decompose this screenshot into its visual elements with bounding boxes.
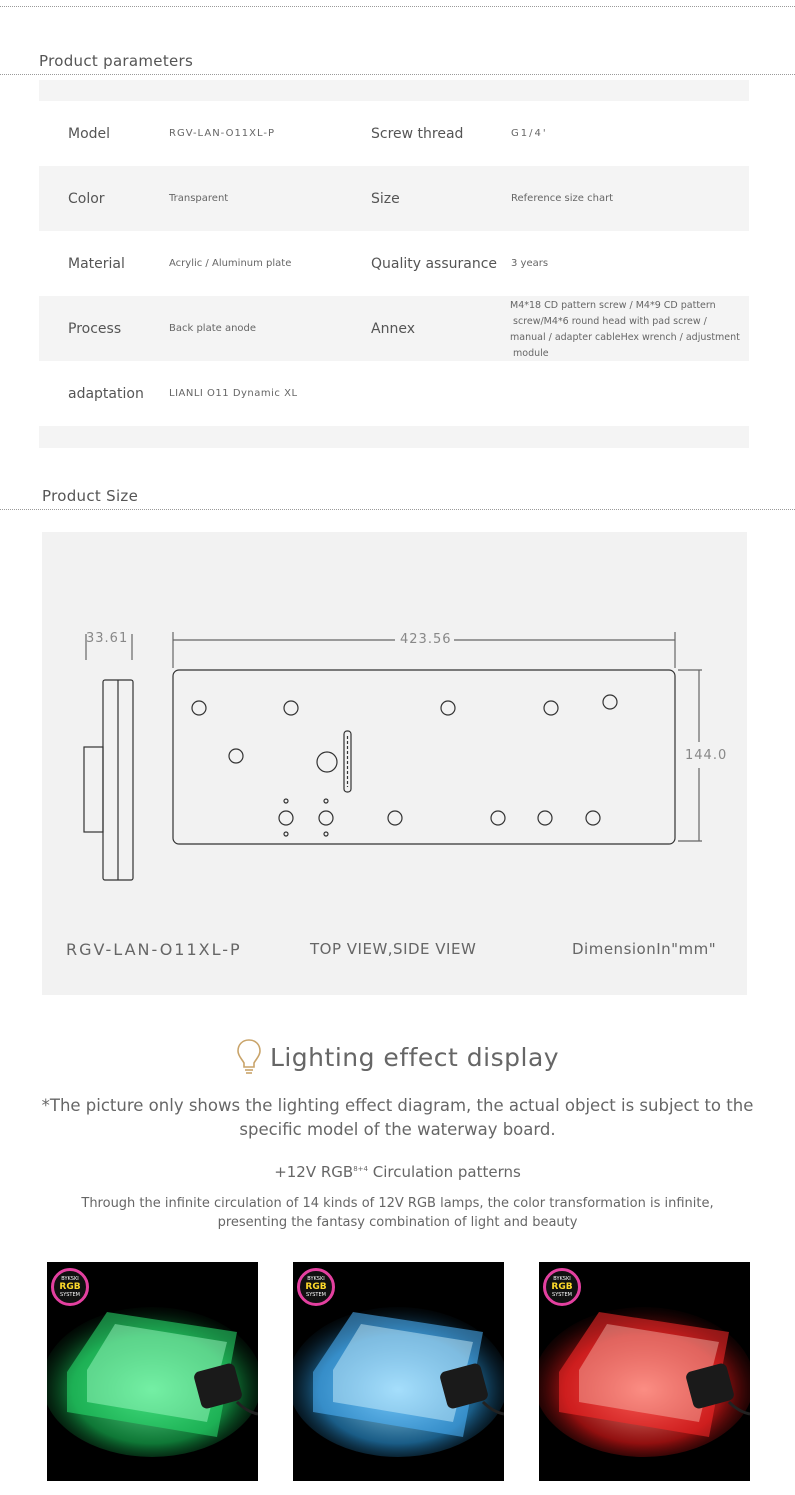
annex-line: manual / adapter cableHex wrench / adjustment (510, 331, 740, 343)
qa-value: 3 years (511, 258, 549, 269)
length-label: 423.56 (400, 632, 452, 647)
badge-brand: BYKSKI (307, 1276, 325, 1282)
adaptation-label: adaptation (68, 385, 144, 402)
param-row-adaptation (39, 361, 749, 426)
badge-rgb: RGB (59, 1282, 81, 1292)
adaptation-value: LIANLI O11 Dynamic XL (169, 388, 298, 399)
param-row-process (39, 296, 749, 361)
drawing-model-caption: RGV-LAN-O11XL-P (66, 940, 242, 959)
rgb-system-badge (51, 1268, 89, 1306)
param-row-material (39, 231, 749, 296)
process-label: Process (68, 320, 122, 337)
table-top-band (39, 80, 749, 101)
size-divider (0, 509, 795, 510)
lightbulb-icon (236, 1038, 262, 1076)
subtitle-prefix: +12V RGB (274, 1163, 354, 1181)
lighting-title-text: Lighting effect display (269, 1042, 560, 1072)
dimension-drawing (42, 532, 747, 995)
drawing-dimension-caption: DimensionIn"mm" (572, 940, 717, 958)
size-section-title: Product Size (42, 487, 139, 505)
drawing-view-caption: TOP VIEW,SIDE VIEW (310, 940, 477, 958)
badge-rgb: RGB (305, 1282, 327, 1292)
badge-brand: BYKSKI (61, 1276, 79, 1282)
lighting-note: *The picture only shows the lighting effect diagram, the actual object is subject to the specific model of the waterway board. (41, 1096, 754, 1139)
lighting-title (0, 1038, 795, 1076)
param-row-model (39, 101, 749, 166)
params-section-title: Product parameters (39, 52, 194, 70)
material-label: Material (68, 255, 125, 272)
model-label: Model (68, 125, 111, 142)
annex-line: module (513, 347, 549, 359)
annex-line: M4*18 CD pattern screw / M4*9 CD pattern (510, 299, 716, 311)
thread-label: Screw thread (371, 125, 464, 142)
badge-rgb: RGB (551, 1282, 573, 1292)
technical-drawing (42, 532, 747, 995)
color-value: Transparent (169, 193, 229, 204)
size-label: Size (371, 190, 400, 207)
material-value: Acrylic / Aluminum plate (169, 258, 292, 269)
process-value: Back plate anode (169, 323, 257, 334)
lighting-subtitle (0, 1163, 795, 1181)
badge-system: SYSTEM (60, 1292, 80, 1298)
param-row-color (39, 166, 749, 231)
params-divider (0, 74, 795, 75)
thread-value: G1/4' (511, 128, 548, 139)
subtitle-superscript: 8+4 (353, 1165, 368, 1173)
height-label: 144.0 (685, 748, 728, 763)
photo-red (539, 1262, 750, 1481)
model-value: RGV-LAN-O11XL-P (169, 128, 276, 139)
qa-label: Quality assurance (371, 255, 498, 272)
annex-line: screw/M4*6 round head with pad screw / (513, 315, 707, 327)
badge-system: SYSTEM (306, 1292, 326, 1298)
size-value: Reference size chart (511, 193, 614, 204)
lighting-description: Through the infinite circulation of 14 kinds of 12V RGB lamps, the color transformation is infinite, presenting the fantasy combination of light and beauty (81, 1196, 714, 1230)
annex-label: Annex (371, 320, 415, 337)
top-divider (0, 6, 795, 7)
side-width-label: 33.61 (86, 631, 129, 646)
badge-system: SYSTEM (552, 1292, 572, 1298)
subtitle-suffix: Circulation patterns (368, 1163, 521, 1181)
rgb-system-badge (543, 1268, 581, 1306)
annex-value (510, 296, 740, 361)
photo-green (47, 1262, 258, 1481)
badge-brand: BYKSKI (553, 1276, 571, 1282)
color-label: Color (68, 190, 105, 207)
table-bottom-band (39, 426, 749, 448)
rgb-system-badge (297, 1268, 335, 1306)
photo-blue (293, 1262, 504, 1481)
